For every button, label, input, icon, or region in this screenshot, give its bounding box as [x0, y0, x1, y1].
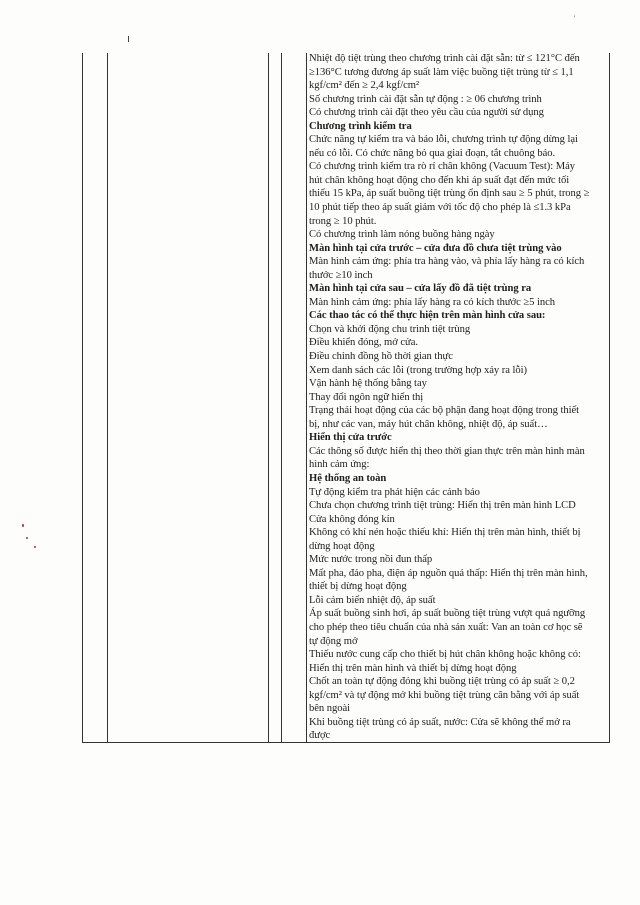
spec-line: hút chân không hoạt động cho đến khi áp suất đạt đến mức tối — [309, 174, 570, 186]
spec-line: Khi buồng tiệt trùng có áp suất, nước: Cửa sẽ không thể mở ra — [309, 716, 571, 728]
spec-line: Thiếu nước cung cấp cho thiết bị hút chân không hoặc không có: — [309, 649, 581, 661]
column-divider — [281, 53, 282, 742]
spec-line: Chốt an toàn tự động đóng khi buồng tiệt trùng có áp suất ≥ 0,2 — [309, 676, 575, 688]
spec-line: Áp suất buồng sinh hơi, áp suất buồng tiệt trùng vượt quá ngưỡng — [309, 608, 586, 620]
spec-line: trong ≥ 10 phút. — [309, 215, 377, 227]
spec-line: Số chương trình cài đặt sẵn tự động : ≥ 06 chương trình — [309, 93, 542, 105]
spec-line: Có chương trình làm nóng buồng hàng ngày — [309, 229, 495, 241]
spec-line: kgf/cm² và tự động mở khi buồng tiệt trùng cân bằng với áp suất — [309, 689, 580, 701]
spec-line: Lỗi cảm biến nhiệt độ, áp suất — [309, 594, 436, 606]
column-divider — [306, 53, 307, 742]
spec-line: Có chương trình cài đặt theo yêu cầu của người sử dụng — [309, 107, 544, 119]
spec-line: tự động mở — [309, 635, 358, 647]
section-heading: Các thao tác có thể thực hiện trên màn hình cửa sau: — [309, 310, 546, 322]
column-divider — [268, 53, 269, 742]
spec-line: Thay đổi ngôn ngữ hiển thị — [309, 391, 424, 403]
spec-line: Chức năng tự kiểm tra và báo lỗi, chương trình tự động dừng lại — [309, 134, 578, 146]
spec-line: Chọn và khởi động chu trình tiệt trùng — [309, 323, 471, 335]
spec-line: Cửa không đóng kín — [309, 513, 395, 525]
section-heading: Màn hình tại cửa trước – cửa đưa đồ chưa tiệt trùng vào — [309, 242, 562, 254]
spec-line: thiểu 15 kPa, áp suất buồng tiệt trùng ổn định sau ≥ 5 phút, trong ≥ — [309, 188, 590, 200]
spec-line: Các thông số được hiển thị theo thời gian thực trên màn hình màn — [309, 445, 585, 457]
page-mark: ' — [574, 14, 576, 23]
spec-line: hình cảm ứng: — [309, 459, 370, 471]
specification-cell — [309, 52, 609, 743]
scan-mark — [128, 36, 129, 42]
spec-line: bên ngoài — [309, 703, 351, 715]
spec-line: Màn hình cảm ứng: phía lấy hàng ra có kích thước ≥5 inch — [309, 296, 556, 308]
spec-table — [82, 53, 610, 743]
spec-line: Hiển thị trên màn hình và thiết bị dừng hoạt động — [309, 662, 517, 674]
spec-line: thước ≥10 inch — [309, 269, 373, 281]
spec-line: Màn hình cảm ứng: phía tra hàng vào, và phía lấy hàng ra có kích — [309, 256, 585, 268]
spec-line: cho phép theo tiêu chuẩn của nhà sản xuất: Van an toàn cơ học sẽ — [309, 621, 583, 633]
spec-line: Chưa chọn chương trình tiệt trùng: Hiển thị trên màn hình LCD — [309, 500, 576, 512]
spec-line: Không có khí nén hoặc thiếu khí: Hiển thị trên màn hình, thiết bị — [309, 527, 581, 539]
spec-line: Mất pha, đảo pha, điện áp nguồn quá thấp: Hiển thị trên màn hình, — [309, 567, 588, 579]
spec-line: được — [309, 730, 331, 742]
spec-line: kgf/cm² đến ≥ 2,4 kgf/cm² — [309, 80, 420, 92]
section-heading: Chương trình kiểm tra — [309, 120, 412, 132]
spec-line: dừng hoạt động — [309, 540, 375, 552]
spec-line: bị, như các van, máy hút chân không, nhiệt độ, áp suất… — [309, 418, 548, 430]
spec-line: Mức nước trong nồi đun thấp — [309, 554, 433, 566]
spec-line: Tự động kiểm tra phát hiện các cảnh báo — [309, 486, 480, 498]
section-heading: Hệ thống an toàn — [309, 472, 387, 484]
spec-line: Vận hành hệ thống bằng tay — [309, 378, 427, 390]
spec-line: Trạng thái hoạt động của các bộ phận đang hoạt động trong thiết — [309, 405, 580, 417]
column-divider — [107, 53, 108, 742]
section-heading: Màn hình tại cửa sau – cửa lấy đồ đã tiệt trùng ra — [309, 283, 532, 295]
spec-line: 10 phút tiếp theo áp suất giảm với tốc độ cho phép là ≤1.3 kPa — [309, 202, 571, 214]
scan-speck — [22, 524, 24, 527]
spec-line: thiết bị dừng hoạt động — [309, 581, 407, 593]
spec-line: Nhiệt độ tiệt trùng theo chương trình cài đặt sẵn: từ ≤ 121°C đến — [309, 53, 580, 64]
section-heading: Hiển thị cửa trước — [309, 432, 392, 444]
scan-speck — [34, 546, 36, 548]
spec-line: nếu có lỗi. Có chức năng bỏ qua giai đoạn, tắt chuông báo. — [309, 147, 556, 159]
scan-speck — [26, 537, 28, 539]
spec-line: Có chương trình kiểm tra rò rỉ chân không (Vacuum Test): Máy — [309, 161, 576, 173]
spec-line: Điều khiển đóng, mở cửa. — [309, 337, 418, 349]
spec-line: Xem danh sách các lỗi (trong trường hợp xảy ra lỗi) — [309, 364, 527, 376]
spec-line: ≥136°C tương đương áp suất làm việc buồng tiệt trùng từ ≤ 1,1 — [309, 66, 574, 78]
spec-line: Điều chỉnh đồng hồ thời gian thực — [309, 351, 453, 363]
